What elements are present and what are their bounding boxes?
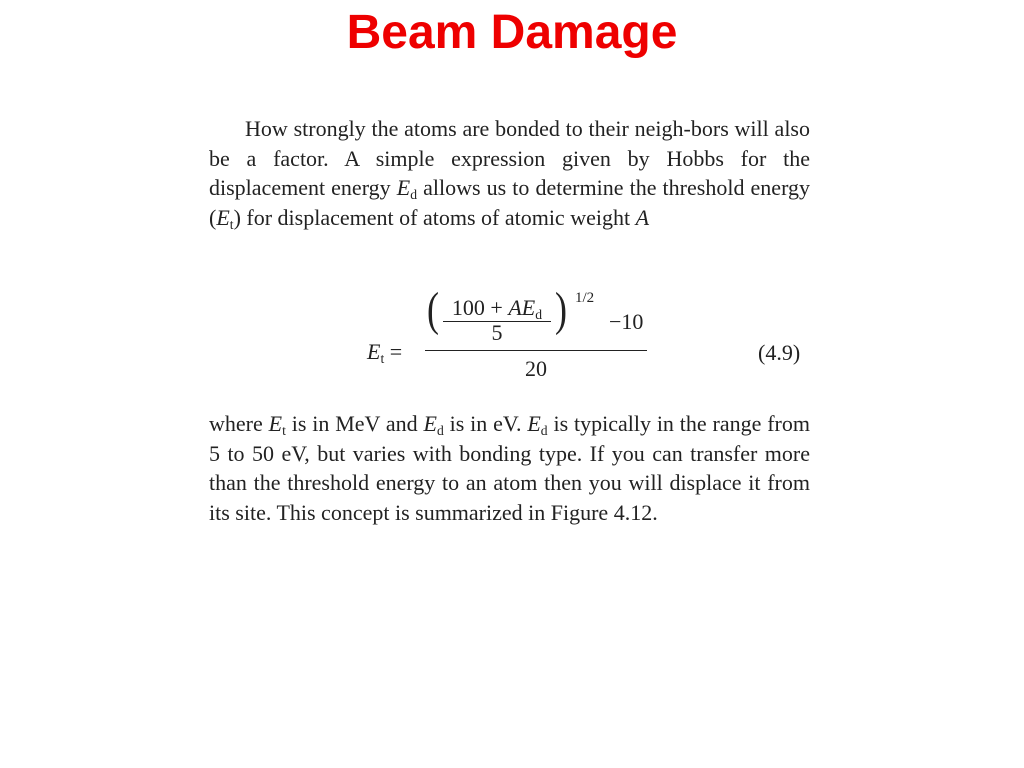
var-a: A bbox=[508, 295, 522, 320]
explain-text-0: where bbox=[209, 411, 269, 436]
var-e: E bbox=[423, 411, 437, 436]
var-sub: t bbox=[282, 423, 286, 439]
equation-number: (4.9) bbox=[758, 340, 801, 365]
explain-text-2: is in eV. bbox=[443, 411, 528, 436]
slide-title: Beam Damage bbox=[346, 6, 678, 59]
inner-fraction bbox=[443, 296, 551, 344]
var-e: E bbox=[367, 339, 381, 364]
right-paren: ) bbox=[554, 283, 567, 336]
explain-text-3: is typically in the range from 5 to 50 eV, but varies with bonding type. If you can transfer more than the threshold energy to an atom then you will displace it from its site. This concept is summarized in Figure 4.12. bbox=[209, 411, 810, 525]
var-sub: t bbox=[380, 351, 385, 367]
var-sub: d bbox=[436, 423, 444, 439]
equation-lhs bbox=[367, 338, 402, 366]
var-e: E bbox=[396, 175, 411, 200]
var-sub: d bbox=[535, 307, 543, 323]
fraction-bar bbox=[425, 350, 647, 351]
var-sub: t bbox=[229, 216, 234, 232]
paragraph-explanation bbox=[209, 409, 810, 527]
var-e: E bbox=[216, 204, 230, 230]
inner-denominator: 5 bbox=[491, 320, 503, 345]
equation-denominator: 20 bbox=[525, 356, 547, 381]
intro-text-2: allows us to determine the threshold energy ( bbox=[209, 175, 810, 230]
var-a: A bbox=[635, 204, 650, 230]
paragraph-intro bbox=[209, 114, 810, 232]
equals-sign: = bbox=[389, 339, 403, 364]
var-sub: d bbox=[540, 423, 548, 439]
exponent: 1/2 bbox=[575, 290, 595, 306]
left-paren: ( bbox=[426, 283, 439, 336]
inner-prefix: 100 + bbox=[451, 295, 509, 320]
minus-ten: −10 bbox=[609, 309, 644, 334]
var-e: E bbox=[521, 295, 536, 320]
var-sub: d bbox=[410, 187, 417, 203]
explain-text-1: is in MeV and bbox=[285, 411, 424, 436]
intro-text-3: ) for displacement of atoms of atomic weight bbox=[233, 204, 636, 230]
inner-numerator bbox=[443, 296, 551, 322]
var-e: E bbox=[527, 411, 541, 436]
intro-text-1: How strongly the atoms are bonded to their neigh-bors will also be a factor. A simple expression given by Hobbs for the displacement energy bbox=[209, 116, 810, 200]
var-e: E bbox=[268, 411, 283, 436]
